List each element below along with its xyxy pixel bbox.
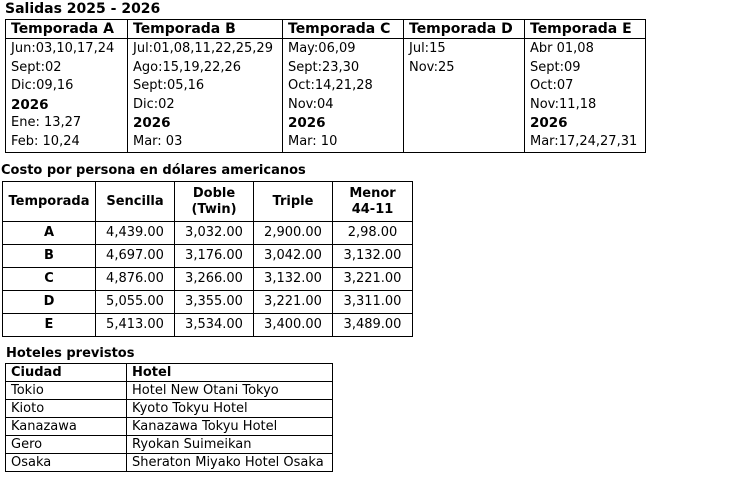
salidas-header-c: Temporada C (283, 20, 404, 39)
salidas-date-line: Jul:01,08,11,22,25,29 (133, 41, 273, 56)
salidas-date-line: May:06,09 (288, 41, 356, 56)
costos-header-doble-line2: (Twin) (191, 201, 237, 217)
salidas-date-line: Dic:02 (133, 96, 175, 112)
hoteles-row (6, 418, 333, 436)
costos-header-menor-line1: Menor (349, 185, 396, 201)
costos-header-triple: Triple (254, 182, 333, 222)
hoteles-row (6, 454, 333, 472)
costos-doble: 3,176.00 (175, 245, 254, 268)
costos-sencilla: 4,439.00 (96, 222, 175, 245)
salidas-dates-row (6, 39, 646, 153)
costos-temporada: A (3, 222, 96, 245)
costos-menor: 2,98.00 (333, 222, 413, 245)
salidas-dates-a (6, 39, 128, 153)
salidas-date-line: Mar:17,24,27,31 (530, 133, 638, 149)
salidas-date-line: Jun:03,10,17,24 (11, 41, 115, 56)
costos-temporada: D (3, 291, 96, 314)
salidas-date-line: Mar: 03 (133, 133, 183, 149)
salidas-table (5, 19, 646, 153)
costos-header-sencilla: Sencilla (96, 182, 175, 222)
costos-header-row (3, 182, 413, 222)
hoteles-header-ciudad: Ciudad (6, 364, 127, 382)
salidas-date-line: Nov:04 (288, 96, 334, 112)
costos-table (2, 181, 413, 337)
salidas-date-line: Ago:15,19,22,26 (133, 59, 242, 75)
costos-temporada: C (3, 268, 96, 291)
salidas-dates-e (525, 39, 646, 153)
hoteles-hotel: Hotel New Otani Tokyo (127, 382, 333, 400)
salidas-date-line: Sept:02 (11, 59, 62, 75)
costos-header-temporada: Temporada (3, 182, 96, 222)
costos-menor: 3,311.00 (333, 291, 413, 314)
costos-triple: 3,042.00 (254, 245, 333, 268)
salidas-date-line: Abr 01,08 (530, 41, 594, 56)
salidas-year-label: 2026 (288, 115, 326, 132)
costos-sencilla: 4,876.00 (96, 268, 175, 291)
salidas-date-line: Sept:05,16 (133, 78, 205, 94)
hoteles-header-hotel: Hotel (127, 364, 333, 382)
salidas-date-line: Oct:14,21,28 (288, 78, 373, 94)
costos-triple: 3,132.00 (254, 268, 333, 291)
costos-row (3, 268, 413, 291)
costos-sencilla: 5,413.00 (96, 314, 175, 337)
costos-doble: 3,534.00 (175, 314, 254, 337)
hoteles-ciudad: Tokio (6, 382, 127, 400)
salidas-header-a: Temporada A (6, 20, 128, 39)
salidas-dates-b (128, 39, 283, 153)
hoteles-ciudad: Kanazawa (6, 418, 127, 436)
costos-triple: 3,400.00 (254, 314, 333, 337)
hoteles-hotel: Ryokan Suimeikan (127, 436, 333, 454)
costos-menor: 3,489.00 (333, 314, 413, 337)
costos-header-menor (333, 182, 413, 222)
costos-doble: 3,032.00 (175, 222, 254, 245)
salidas-year-label: 2026 (11, 96, 49, 113)
costos-triple: 3,221.00 (254, 291, 333, 314)
costos-title: Costo por persona en dólares americanos (1, 163, 306, 178)
costos-sencilla: 4,697.00 (96, 245, 175, 268)
hoteles-ciudad: Gero (6, 436, 127, 454)
salidas-date-line: Sept:23,30 (288, 59, 360, 75)
salidas-year-label: 2026 (133, 115, 171, 132)
hoteles-ciudad: Osaka (6, 454, 127, 472)
salidas-header-b: Temporada B (128, 20, 283, 39)
costos-doble: 3,355.00 (175, 291, 254, 314)
hoteles-row (6, 436, 333, 454)
hoteles-title: Hoteles previstos (6, 346, 135, 361)
costos-header-menor-line2: 44-11 (351, 201, 394, 217)
salidas-header-e: Temporada E (525, 20, 646, 39)
costos-row (3, 222, 413, 245)
salidas-date-line: Nov:11,18 (530, 96, 597, 112)
salidas-date-line: Jul:15 (409, 41, 446, 56)
hoteles-row (6, 400, 333, 418)
salidas-date-line: Oct:07 (530, 78, 574, 94)
costos-doble: 3,266.00 (175, 268, 254, 291)
costos-temporada: E (3, 314, 96, 337)
costos-row (3, 245, 413, 268)
salidas-dates-c (283, 39, 404, 153)
costos-sencilla: 5,055.00 (96, 291, 175, 314)
salidas-date-line: Mar: 10 (288, 133, 338, 149)
costos-menor: 3,221.00 (333, 268, 413, 291)
hoteles-header-row (6, 364, 333, 382)
salidas-date-line: Ene: 13,27 (11, 115, 82, 131)
salidas-date-line: Nov:25 (409, 59, 455, 75)
salidas-date-line: Sept:09 (530, 59, 581, 75)
costos-row (3, 291, 413, 314)
salidas-header-row (6, 20, 646, 39)
costos-row (3, 314, 413, 337)
hoteles-table (5, 363, 333, 472)
costos-header-doble (175, 182, 254, 222)
costos-header-doble-line1: Doble (192, 185, 236, 201)
costos-menor: 3,132.00 (333, 245, 413, 268)
hoteles-hotel: Kyoto Tokyu Hotel (127, 400, 333, 418)
costos-temporada: B (3, 245, 96, 268)
hoteles-ciudad: Kioto (6, 400, 127, 418)
salidas-date-line: Feb: 10,24 (11, 133, 80, 149)
salidas-title: Salidas 2025 - 2026 (5, 1, 161, 17)
salidas-date-line: Dic:09,16 (11, 78, 74, 94)
salidas-header-d: Temporada D (404, 20, 525, 39)
hoteles-hotel: Kanazawa Tokyu Hotel (127, 418, 333, 436)
salidas-dates-d (404, 39, 525, 153)
salidas-year-label: 2026 (530, 115, 568, 132)
costos-triple: 2,900.00 (254, 222, 333, 245)
hoteles-row (6, 382, 333, 400)
hoteles-hotel: Sheraton Miyako Hotel Osaka (127, 454, 333, 472)
